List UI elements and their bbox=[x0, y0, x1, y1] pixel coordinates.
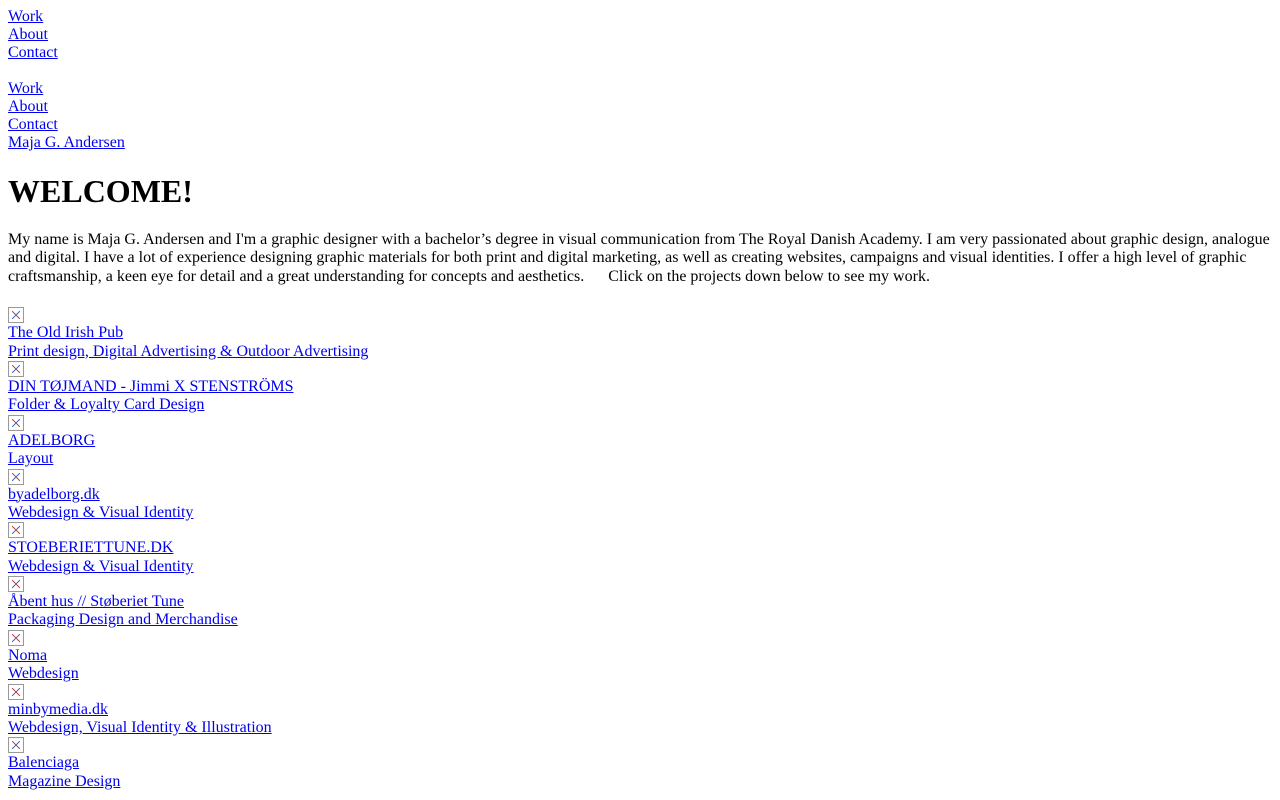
project-category[interactable]: Webdesign, Visual Identity & Illustration bbox=[8, 719, 272, 737]
project-category[interactable]: Print design, Digital Advertising & Outdoor Advertising bbox=[8, 342, 369, 360]
project-category[interactable]: Webdesign & Visual Identity bbox=[8, 557, 194, 575]
list-item[interactable] bbox=[8, 684, 1272, 738]
secondary-navigation bbox=[8, 80, 1272, 152]
broken-image-icon[interactable] bbox=[8, 361, 24, 377]
project-title[interactable]: The Old Irish Pub bbox=[8, 324, 124, 342]
project-category[interactable]: Packaging Design and Merchandise bbox=[8, 611, 238, 629]
list-item[interactable] bbox=[8, 469, 1272, 523]
project-title[interactable]: Noma bbox=[8, 646, 48, 664]
project-title[interactable]: byadelborg.dk bbox=[8, 485, 100, 503]
nav2-item-about[interactable]: About bbox=[8, 98, 48, 115]
project-list bbox=[8, 307, 1272, 791]
project-title[interactable]: Balenciaga bbox=[8, 754, 80, 772]
nav-item-about[interactable]: About bbox=[8, 26, 48, 43]
page-root bbox=[8, 8, 1272, 791]
list-item[interactable] bbox=[8, 630, 1272, 684]
nav2-item-contact[interactable]: Contact bbox=[8, 116, 58, 133]
project-title[interactable]: DIN TØJMAND - Jimmi X STENSTRÖMS bbox=[8, 377, 294, 395]
project-title[interactable]: STOEBERIETTUNE.DK bbox=[8, 539, 174, 557]
list-item[interactable] bbox=[8, 522, 1272, 576]
broken-image-icon[interactable] bbox=[8, 522, 24, 538]
broken-image-icon[interactable] bbox=[8, 307, 24, 323]
broken-image-icon[interactable] bbox=[8, 684, 24, 700]
list-item[interactable] bbox=[8, 415, 1272, 469]
list-item[interactable] bbox=[8, 737, 1272, 791]
project-category[interactable]: Webdesign bbox=[8, 665, 79, 683]
list-item[interactable] bbox=[8, 307, 1272, 361]
list-item[interactable] bbox=[8, 576, 1272, 630]
project-title[interactable]: ADELBORG bbox=[8, 431, 96, 449]
project-category[interactable]: Webdesign & Visual Identity bbox=[8, 503, 194, 521]
nav-spacer bbox=[8, 62, 1272, 80]
list-item[interactable] bbox=[8, 361, 1272, 415]
project-category[interactable]: Layout bbox=[8, 450, 54, 468]
project-title[interactable]: minbymedia.dk bbox=[8, 700, 108, 718]
project-category[interactable]: Folder & Loyalty Card Design bbox=[8, 396, 205, 414]
intro-paragraph bbox=[8, 231, 1272, 286]
broken-image-icon[interactable] bbox=[8, 576, 24, 592]
broken-image-icon[interactable] bbox=[8, 630, 24, 646]
intro-text-cta: Click on the projects down below to see my work. bbox=[608, 267, 930, 285]
primary-navigation bbox=[8, 8, 1272, 62]
nav2-item-site-title[interactable]: Maja G. Andersen bbox=[8, 134, 125, 151]
broken-image-icon[interactable] bbox=[8, 737, 24, 753]
broken-image-icon[interactable] bbox=[8, 469, 24, 485]
nav-item-contact[interactable]: Contact bbox=[8, 44, 58, 61]
project-category[interactable]: Magazine Design bbox=[8, 772, 121, 790]
broken-image-icon[interactable] bbox=[8, 415, 24, 431]
nav2-item-work[interactable]: Work bbox=[8, 80, 44, 97]
nav-item-work[interactable]: Work bbox=[8, 8, 44, 25]
project-title[interactable]: Åbent hus // Støberiet Tune bbox=[8, 593, 185, 611]
intro-text-main: My name is Maja G. Andersen and I'm a graphic designer with a bachelor’s degree in visual communication from The Royal Danish Academy. I am very passionated about graphic design, analogue and digital. I have a lot of experience designing graphic materials for both print and digital marketing, as well as creating websites, campaigns and visual identities. I offer a high level of graphic craftsmanship, a keen eye for detail and a great understanding for concepts and aesthetics. bbox=[8, 231, 1270, 285]
page-title: WELCOME! bbox=[8, 173, 193, 209]
